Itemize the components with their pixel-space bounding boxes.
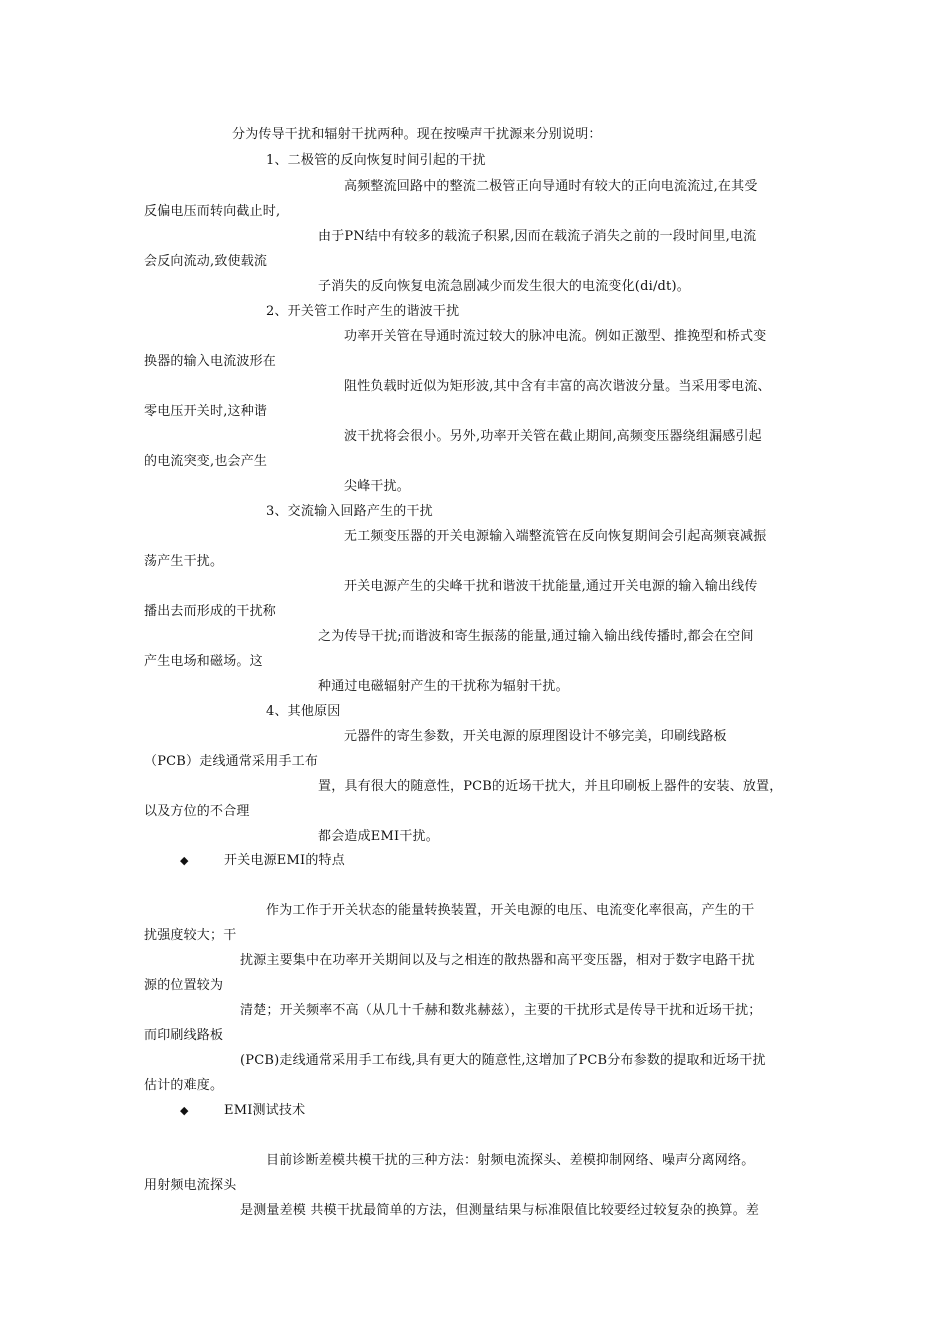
paragraph-line: 播出去而形成的干扰称 — [144, 604, 277, 619]
paragraph-line: 无工频变压器的开关电源输入端整流管在反向恢复期间会引起高频衰减振 — [344, 529, 767, 544]
paragraph-line: 的电流突变,也会产生 — [144, 454, 268, 469]
diamond-bullet-icon: ◆ — [180, 1104, 189, 1117]
paragraph-line: 作为工作于开关状态的能量转换装置，开关电源的电压、电流变化率很高，产生的干 — [266, 903, 755, 918]
paragraph-line: 零电压开关时,这种谐 — [144, 404, 268, 419]
paragraph-line: 会反向流动,致使载流 — [144, 254, 268, 269]
paragraph-line: 扰强度较大；干 — [144, 928, 237, 943]
paragraph-line: 由于PN结中有较多的载流子积累,因而在载流子消失之前的一段时间里,电流 — [318, 229, 757, 244]
paragraph-line: 而印刷线路板 — [144, 1028, 224, 1043]
paragraph-line: （PCB）走线通常采用手工布 — [144, 754, 319, 769]
emi-test-heading: EMI测试技术 — [224, 1103, 306, 1118]
paragraph-line: 都会造成EMI干扰。 — [318, 829, 439, 844]
paragraph-line: 是测量差模 共模干扰最简单的方法，但测量结果与标准限值比较要经过较复杂的换算。差 — [240, 1203, 760, 1218]
section-4-heading: 4、其他原因 — [266, 704, 341, 719]
paragraph-line: 尖峰干扰。 — [344, 479, 411, 494]
paragraph-line: 种通过电磁辐射产生的干扰称为辐射干扰。 — [318, 679, 569, 694]
paragraph-line: 源的位置较为 — [144, 978, 224, 993]
paragraph-line: (PCB)走线通常采用手工布线,具有更大的随意性,这增加了PCB分布参数的提取和近场干扰 — [240, 1053, 766, 1068]
paragraph-line: 高频整流回路中的整流二极管正向导通时有较大的正向电流流过,在其受 — [344, 179, 758, 194]
paragraph-line: 开关电源产生的尖峰干扰和谐波干扰能量,通过开关电源的输入输出线传 — [344, 579, 758, 594]
paragraph-line: 以及方位的不合理 — [144, 804, 250, 819]
paragraph-line: 波干扰将会很小。另外,功率开关管在截止期间,高频变压器绕组漏感引起 — [344, 429, 762, 444]
paragraph-line: 反偏电压而转向截止时, — [144, 204, 281, 219]
intro-line: 分为传导干扰和辐射干扰两种。现在按噪声干扰源来分别说明： — [232, 127, 602, 142]
paragraph-line: 清楚；开关频率不高（从几十千赫和数兆赫兹），主要的干扰形式是传导干扰和近场干扰； — [240, 1003, 762, 1018]
diamond-bullet-icon: ◆ — [180, 854, 189, 867]
paragraph-line: 阻性负载时近似为矩形波,其中含有丰富的高次谐波分量。当采用零电流、 — [344, 379, 771, 394]
paragraph-line: 目前诊断差模共模干扰的三种方法：射频电流探头、差模抑制网络、噪声分离网络。 — [266, 1153, 755, 1168]
section-1-heading: 1、二极管的反向恢复时间引起的干扰 — [266, 153, 486, 168]
section-2-heading: 2、开关管工作时产生的谐波干扰 — [266, 304, 460, 319]
paragraph-line: 换器的输入电流波形在 — [144, 354, 277, 369]
paragraph-line: 元器件的寄生参数，开关电源的原理图设计不够完美，印刷线路板 — [344, 729, 727, 744]
paragraph-line: 用射频电流探头 — [144, 1178, 237, 1193]
paragraph-line: 荡产生干扰。 — [144, 554, 224, 569]
section-3-heading: 3、交流输入回路产生的干扰 — [266, 504, 433, 519]
paragraph-line: 置，具有很大的随意性，PCB的近场干扰大，并且印刷板上器件的安装、放置， — [318, 779, 783, 794]
paragraph-line: 功率开关管在导通时流过较大的脉冲电流。例如正激型、推挽型和桥式变 — [344, 329, 767, 344]
paragraph-line: 产生电场和磁场。这 — [144, 654, 263, 669]
paragraph-line: 扰源主要集中在功率开关期间以及与之相连的散热器和高平变压器，相对于数字电路干扰 — [240, 953, 755, 968]
paragraph-line: 子消失的反向恢复电流急剧减少而发生很大的电流变化(di/dt)。 — [318, 279, 690, 294]
paragraph-line: 之为传导干扰;而谐波和寄生振荡的能量,通过输入输出线传播时,都会在空间 — [318, 629, 754, 644]
paragraph-line: 估计的难度。 — [144, 1078, 224, 1093]
features-heading: 开关电源EMI的特点 — [224, 853, 345, 868]
